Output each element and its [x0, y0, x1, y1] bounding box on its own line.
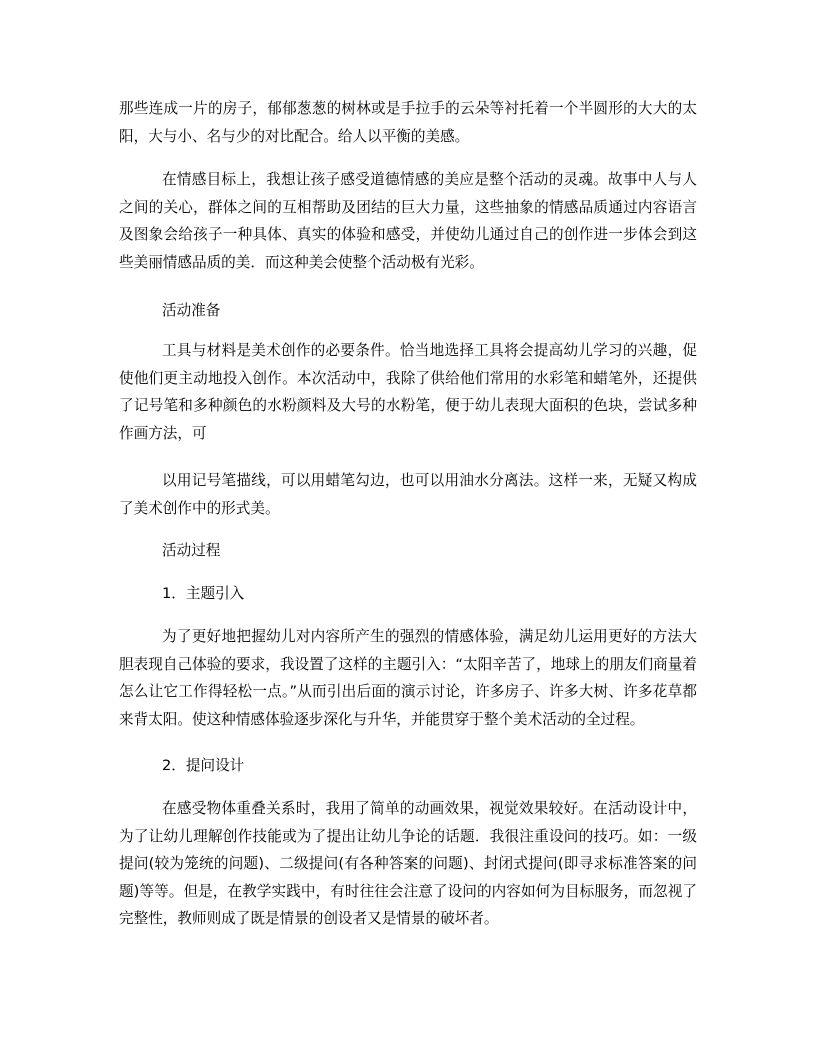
paragraph-drawing-methods: 以用记号笔描线，可以用蜡笔勾边，也可以用油水分离法。这样一来，无疑又构成了美术创作中的形式美。	[119, 472, 697, 517]
paragraph-theme-introduction: 为了更好地把握幼儿对内容所产生的强烈的情感体验，满足幼儿运用更好的方法大胆表现自己体验的要求，我设置了这样的主题引入：“太阳辛苦了，地球上的朋友们商量着怎么让它工作得轻松一点。”从而引出后面的演示讨论，许多房子、许多大树、许多花草都来背太阳。使这种情感体验逐步深化与升华，并能贯穿于整个美术活动的全过程。	[119, 628, 697, 728]
paragraph-tools-materials: 工具与材料是美术创作的必要条件。恰当地选择工具将会提高幼儿学习的兴趣，促使他们更主动地投入创作。本次活动中，我除了供给他们常用的水彩笔和蜡笔外，还提供了记号笔和多种颜色的水粉颜料及大号的水粉笔，便于幼儿表现大面积的色块，尝试多种作画方法，可	[119, 342, 697, 442]
section-heading-activity-process: 活动过程	[162, 542, 221, 559]
paragraph-question-design: 在感受物体重叠关系时，我用了简单的动画效果，视觉效果较好。在活动设计中，为了让幼儿理解创作技能或为了提出让幼儿争论的话题．我很注重设问的技巧。如：一级提问(较为笼统的问题)、二级提问(有各种答案的问题)、封闭式提问(即寻求标准答案的问题)等等。但是，在教学实践中，有时往往会注意了设问的内容如何为目标服务，而忽视了完整性，教师则成了既是情景的创设者又是情景的破坏者。	[119, 800, 697, 927]
paragraph-background-contrast: 那些连成一片的房子，郁郁葱葱的树林或是手拉手的云朵等衬托着一个半圆形的大大的太阳，大与小、名与少的对比配合。给人以平衡的美感。	[119, 100, 697, 145]
section-heading-activity-preparation: 活动准备	[162, 302, 221, 319]
paragraph-emotional-goal: 在情感目标上，我想让孩子感受道德情感的美应是整个活动的灵魂。故事中人与人之间的关心，群体之间的互相帮助及团结的巨大力量，这些抽象的情感品质通过内容语言及图象会给孩子一种具体、真实的体验和感受，并使幼儿通过自己的创作进一步体会到这些美丽情感品质的美．而这种美会使整个活动极有光彩。	[119, 171, 697, 271]
subheading-theme-introduction: 1．主题引入	[162, 585, 245, 602]
subheading-question-design: 2．提问设计	[162, 757, 245, 774]
